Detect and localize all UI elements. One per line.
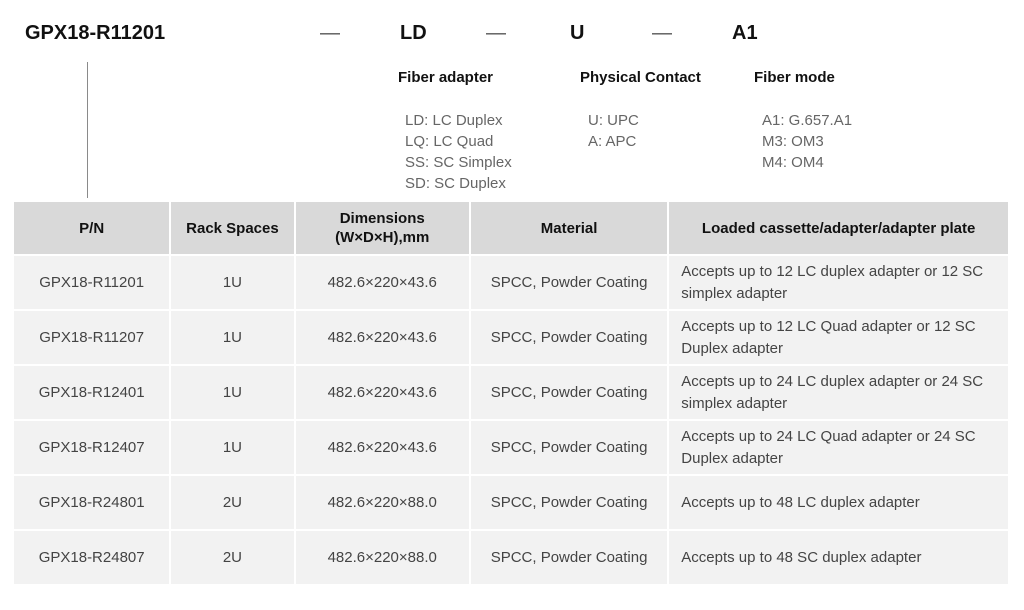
cell-material: SPCC, Powder Coating: [471, 531, 667, 584]
cell-pn: GPX18-R24807: [14, 531, 169, 584]
table-row: [14, 421, 1008, 474]
table-row: [14, 311, 1008, 364]
header-pn: P/N: [14, 202, 169, 254]
header-dimensions-line1: Dimensions: [339, 210, 425, 227]
connector-line: [87, 62, 88, 198]
cell-rack: 2U: [171, 531, 293, 584]
cell-pn: GPX18-R12407: [14, 421, 169, 474]
header-dimensions: [296, 202, 469, 254]
table-header-row: [14, 202, 1008, 254]
option-item: M3: OM3: [762, 133, 824, 150]
cell-loaded: Accepts up to 12 LC Quad adapter or 12 SC Duplex adapter: [669, 311, 1008, 364]
cell-rack: 1U: [171, 366, 293, 419]
code-separator: —: [320, 22, 340, 44]
cell-dims: 482.6×220×88.0: [296, 476, 469, 529]
option-item: A: APC: [588, 133, 637, 150]
cell-dims: 482.6×220×43.6: [296, 366, 469, 419]
cell-loaded: Accepts up to 24 LC Quad adapter or 24 SC Duplex adapter: [669, 421, 1008, 474]
part-code-mode: A1: [732, 22, 758, 44]
cell-material: SPCC, Powder Coating: [471, 311, 667, 364]
table-row: [14, 366, 1008, 419]
code-separator: —: [652, 22, 672, 44]
fiber-mode-heading: Fiber mode: [754, 69, 835, 86]
table-row: [14, 476, 1008, 529]
header-rack-spaces: Rack Spaces: [171, 202, 293, 254]
fiber-mode-options: [762, 110, 852, 173]
cell-rack: 1U: [171, 256, 293, 309]
cell-material: SPCC, Powder Coating: [471, 421, 667, 474]
cell-loaded: Accepts up to 48 LC duplex adapter: [669, 476, 1008, 529]
cell-loaded: Accepts up to 24 LC duplex adapter or 24 SC simplex adapter: [669, 366, 1008, 419]
fiber-adapter-heading: Fiber adapter: [398, 69, 494, 86]
option-item: M4: OM4: [762, 154, 824, 171]
header-material: Material: [471, 202, 667, 254]
cell-dims: 482.6×220×43.6: [296, 311, 469, 364]
cell-pn: GPX18-R12401: [14, 366, 169, 419]
option-item: LQ: LC Quad: [405, 133, 494, 150]
cell-loaded: Accepts up to 12 LC duplex adapter or 12 SC simplex adapter: [669, 256, 1008, 309]
table-row: [14, 531, 1008, 584]
header-loaded: Loaded cassette/adapter/adapter plate: [669, 202, 1008, 254]
part-code-line: [0, 22, 1024, 48]
cell-material: SPCC, Powder Coating: [471, 366, 667, 419]
option-item: SD: SC Duplex: [405, 175, 506, 192]
header-dimensions-line2: (W×D×H),mm: [335, 229, 430, 246]
cell-dims: 482.6×220×88.0: [296, 531, 469, 584]
table-row: [14, 256, 1008, 309]
physical-contact-heading: Physical Contact: [580, 69, 701, 86]
part-code-adapter: LD: [400, 22, 427, 44]
part-code-base: GPX18-R11201: [25, 22, 166, 44]
cell-loaded: Accepts up to 48 SC duplex adapter: [669, 531, 1008, 584]
cell-rack: 1U: [171, 311, 293, 364]
cell-material: SPCC, Powder Coating: [471, 476, 667, 529]
cell-rack: 2U: [171, 476, 293, 529]
part-code-contact: U: [570, 22, 585, 44]
option-item: U: UPC: [588, 112, 639, 129]
cell-pn: GPX18-R11201: [14, 256, 169, 309]
option-item: A1: G.657.A1: [762, 112, 853, 129]
option-item: LD: LC Duplex: [405, 112, 503, 129]
cell-dims: 482.6×220×43.6: [296, 256, 469, 309]
cell-material: SPCC, Powder Coating: [471, 256, 667, 309]
cell-pn: GPX18-R11207: [14, 311, 169, 364]
cell-dims: 482.6×220×43.6: [296, 421, 469, 474]
spec-table: [12, 200, 1010, 586]
cell-rack: 1U: [171, 421, 293, 474]
cell-pn: GPX18-R24801: [14, 476, 169, 529]
option-item: SS: SC Simplex: [405, 154, 512, 171]
fiber-adapter-options: [405, 110, 512, 194]
code-separator: —: [486, 22, 506, 44]
physical-contact-options: [588, 110, 639, 152]
